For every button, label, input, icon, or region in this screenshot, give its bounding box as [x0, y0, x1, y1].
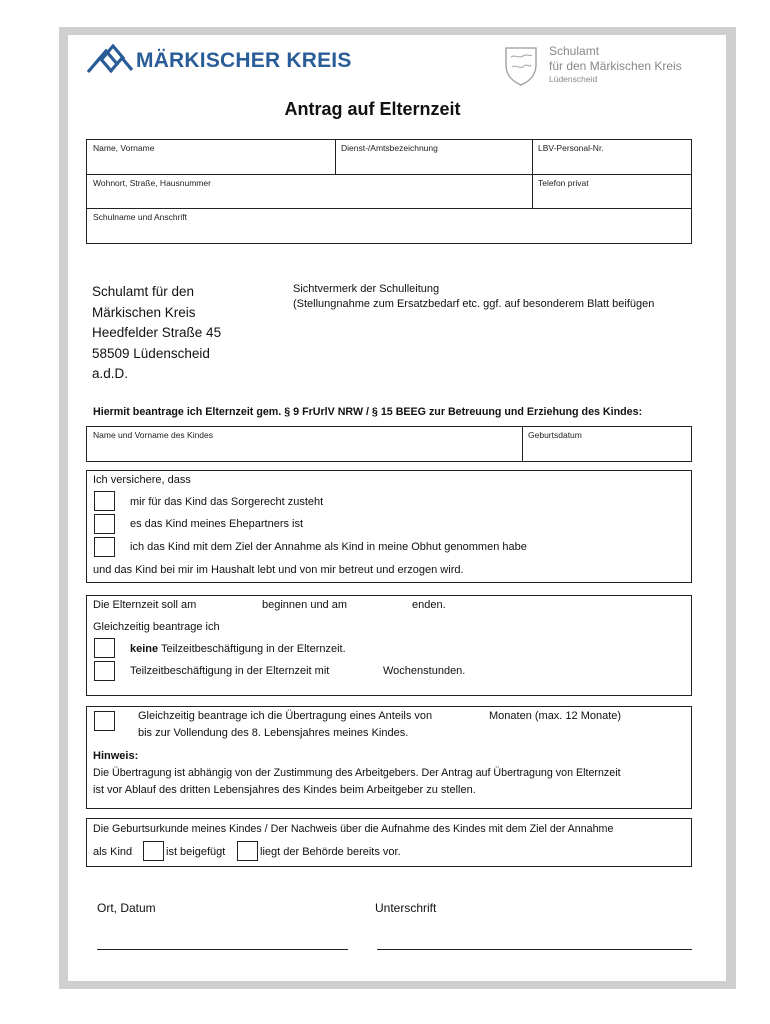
- assurance-intro: Ich versichere, dass: [93, 474, 191, 486]
- lbv-input[interactable]: [533, 155, 691, 173]
- no-parttime-rest: Teilzeitbeschäftigung in der Elternzeit.: [161, 643, 346, 655]
- transfer-line-2: bis zur Vollendung des 8. Lebensjahres meines Kindes.: [138, 727, 409, 739]
- assurance-checkbox-3[interactable]: [94, 537, 115, 557]
- child-birth-input[interactable]: [523, 442, 691, 461]
- no-parttime-checkbox[interactable]: [94, 638, 115, 658]
- document-present-checkbox[interactable]: [237, 841, 258, 861]
- period-end-label: enden.: [412, 599, 446, 611]
- signature-label: Unterschrift: [375, 901, 437, 915]
- address-line-4: 58509 Lüdenscheid: [92, 345, 210, 361]
- address-line-3: Heedfelder Straße 45: [92, 325, 222, 341]
- document-attached-option: ist beigefügt: [166, 846, 226, 858]
- place-date-label: Ort, Datum: [97, 901, 156, 915]
- signature-input[interactable]: [377, 925, 692, 949]
- transfer-line-1: Gleichzeitig beantrage ich die Übertragung eines Anteils von: [138, 710, 433, 722]
- period-start-label: Die Elternzeit soll am: [93, 599, 197, 611]
- place-date-line: [97, 949, 348, 950]
- sichtvermerk-label: Sichtvermerk der Schulleitung (Stellungnahme zum Ersatzbedarf etc. ggf. auf besonderem Blatt beifügen: [293, 283, 655, 310]
- telefon-input[interactable]: [533, 190, 691, 207]
- signature-line: [377, 949, 692, 950]
- assurance-option-1: mir für das Kind das Sorgerecht zusteht: [130, 496, 324, 508]
- parttime-option: Teilzeitbeschäftigung in der Elternzeit mit: [130, 665, 330, 677]
- document-line-1: Die Geburtsurkunde meines Kindes / Der Nachweis über die Aufnahme des Kindes mit dem Ziel der Annahme: [93, 823, 614, 835]
- address-line-1: Schulamt für den: [92, 284, 195, 299]
- wohnort-input[interactable]: [87, 190, 531, 207]
- logo-icon: [86, 44, 134, 74]
- address-line-2: Märkischen Kreis: [92, 304, 196, 320]
- simultan-label: Gleichzeitig beantrage ich: [93, 621, 220, 633]
- maerkischer-kreis-logo: [86, 44, 356, 76]
- place-date-input[interactable]: [97, 925, 348, 949]
- child-name-input[interactable]: [87, 442, 521, 461]
- hint-line-1: Die Übertragung ist abhängig von der Zustimmung des Arbeitgebers. Der Antrag auf Übertragung von Elternzeit: [93, 767, 621, 779]
- hint-line-2: ist vor Ablauf des dritten Lebensjahres des Kindes beim Arbeitgeber zu stellen.: [93, 784, 476, 796]
- dienst-field-label: Dienst-/Amtsbezeichnung: [341, 143, 438, 153]
- recipient-address: [92, 282, 221, 385]
- schulname-input[interactable]: [87, 224, 691, 243]
- wohnort-field-label: Wohnort, Straße, Hausnummer: [93, 178, 211, 188]
- document-attached-checkbox[interactable]: [143, 841, 164, 861]
- assurance-checkbox-2[interactable]: [94, 514, 115, 534]
- child-name-label: Name und Vorname des Kindes: [93, 430, 214, 440]
- period-end-input[interactable]: [356, 597, 410, 613]
- child-birth-label: Geburtsdatum: [528, 430, 582, 440]
- name-field-label: Name, Vorname: [93, 143, 155, 153]
- hint-title: Hinweis:: [93, 750, 139, 762]
- lbv-field-label: LBV-Personal-Nr.: [538, 143, 604, 153]
- telefon-field-label: Telefon privat: [538, 178, 589, 188]
- address-line-5: a.d.D.: [92, 366, 129, 382]
- document-present-option: liegt der Behörde bereits vor.: [260, 846, 401, 858]
- authority-line-1: Schulamt: [549, 44, 600, 58]
- parttime-unit: Wochenstunden.: [383, 665, 466, 677]
- transfer-months-input[interactable]: [457, 708, 487, 724]
- assurance-option-2: es das Kind meines Ehepartners ist: [130, 518, 304, 530]
- period-mid-label: beginnen und am: [262, 599, 348, 611]
- request-heading: Hiermit beantrage ich Elternzeit gem. § 9 FrUrlV NRW / § 15 BEEG zur Betreuung und Erziehung des Kindes:: [93, 406, 643, 418]
- dienst-input[interactable]: [336, 155, 531, 173]
- parttime-checkbox[interactable]: [94, 661, 115, 681]
- transfer-line-1-end: Monaten (max. 12 Monate): [489, 710, 622, 722]
- document-prefix: als Kind: [93, 846, 133, 858]
- parttime-hours-input[interactable]: [351, 663, 381, 679]
- assurance-checkbox-1[interactable]: [94, 491, 115, 511]
- assurance-footer: und das Kind bei mir im Haushalt lebt und von mir betreut und erzogen wird.: [93, 564, 464, 576]
- transfer-checkbox[interactable]: [94, 711, 115, 731]
- coat-of-arms-icon: [503, 45, 539, 87]
- no-parttime-bold: keine: [130, 643, 159, 655]
- name-input[interactable]: [87, 155, 334, 173]
- page-title: Antrag auf Elternzeit: [284, 99, 461, 119]
- assurance-option-3: ich das Kind mit dem Ziel der Annahme als Kind in meine Obhut genommen habe: [130, 541, 527, 553]
- logo-text: MÄRKISCHER KREIS: [136, 49, 352, 72]
- no-parttime-option: [130, 643, 346, 655]
- schulname-field-label: Schulname und Anschrift: [93, 212, 188, 222]
- authority-line-2: für den Märkischen Kreis: [549, 59, 682, 73]
- period-start-input[interactable]: [208, 597, 260, 613]
- authority-line-3: Lüdenscheid: [549, 74, 598, 84]
